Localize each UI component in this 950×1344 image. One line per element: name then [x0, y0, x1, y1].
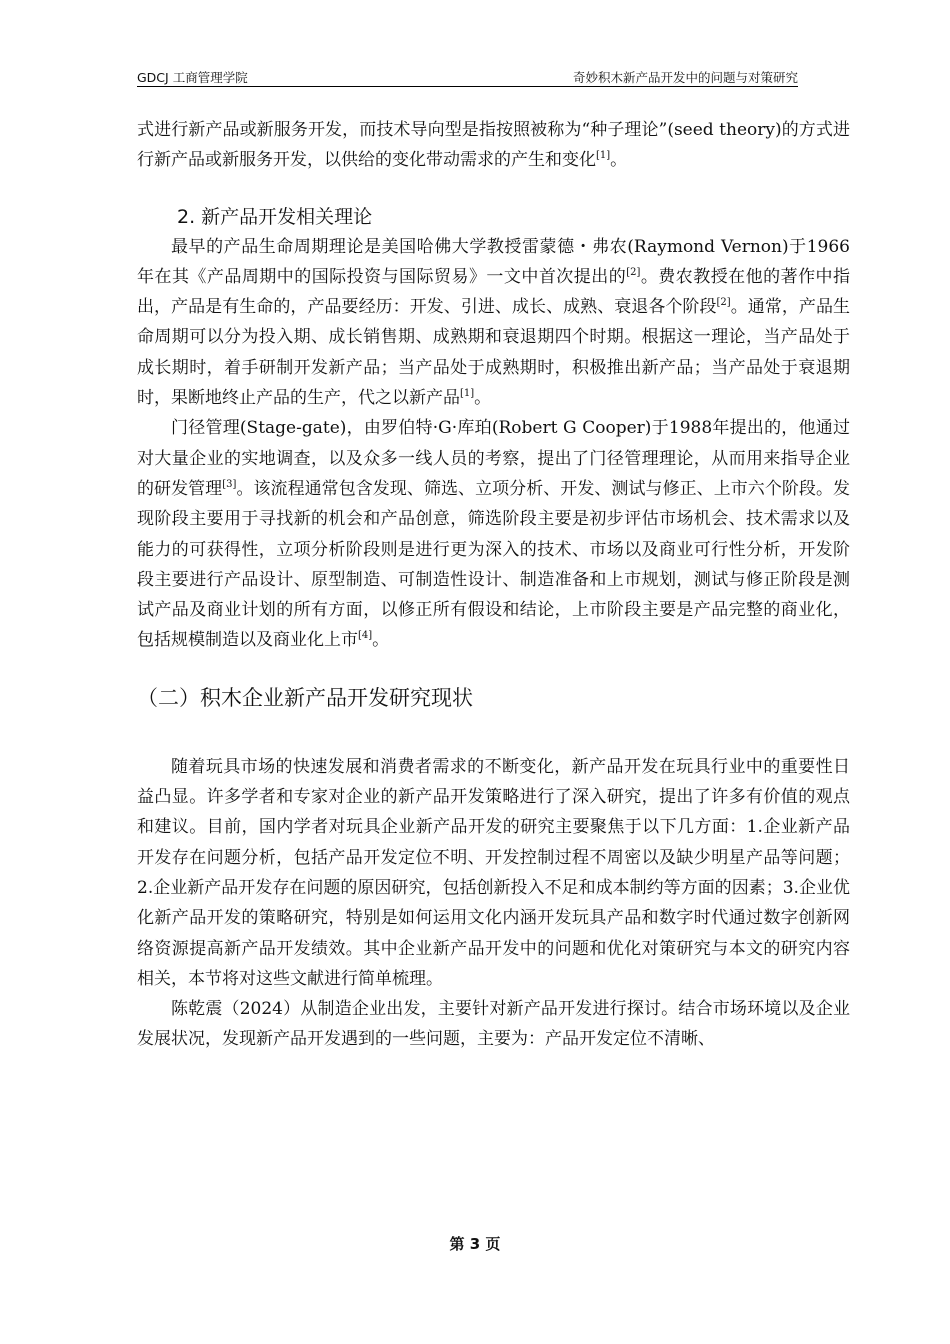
paragraph-research-overview: 随着玩具市场的快速发展和消费者需求的不断变化，新产品开发在玩具行业中的重要性日益凸显。许多学者和专家对企业的新产品开发策略进行了深入研究，提出了许多有价值的观点和建议。目前，国内学者对玩具企业新产品开发的研究主要聚焦于以下几方面：1.企业新产品开发存在问题分析，包括产品开发定位不明、开发控制过程不周密以及缺少明星产品等问题；2.企业新产品开发存在问题的原因研究，包括创新投入不足和成本制约等方面的因素；3.企业优化新产品开发的策略研究，特别是如何运用文化内涵开发玩具产品和数字时代通过数字创新网络资源提高新产品开发绩效。其中企业新产品开发中的问题和优化对策研究与本文的研究内容相关，本节将对这些文献进行简单梳理。 — [137, 756, 850, 989]
paragraph-chen-2024: 陈乾震（2024）从制造企业出发，主要针对新产品开发进行探讨。结合市场环境以及企业发展状况，发现新产品开发遇到的一些问题，主要为：产品开发定位不清晰、 — [137, 999, 850, 1050]
section-heading-theory: 2. 新产品开发相关理论 — [177, 205, 373, 228]
header-institution: GDCJ 工商管理学院 — [137, 70, 248, 85]
page-header — [137, 66, 798, 87]
paragraph-product-lifecycle: 最早的产品生命周期理论是美国哈佛大学教授雷蒙德・弗农(Raymond Vernon)于1966年在其《产品周期中的国际投资与国际贸易》一文中首次提出的[2]。费农教授在他的著作中指出，产品是有生命的，产品要经历：开发、引进、成长、成熟、衰退各个阶段[2]。通常，产品生命周期可以分为投入期、成长销售期、成熟期和衰退期四个时期。根据这一理论，当产品处于成长期时，着手研制开发新产品；当产品处于成熟期时，积极推出新产品；当产品处于衰退期时，果断地终止产品的生产，代之以新产品[1]。 — [137, 236, 851, 409]
citation-ref: [4] — [358, 630, 373, 642]
citation-ref: [3] — [222, 478, 237, 490]
document-body — [137, 115, 850, 1055]
header-thesis-title: 奇妙积木新产品开发中的问题与对策研究 — [572, 70, 798, 85]
paragraph-continuation: 式进行新产品或新服务开发，而技术导向型是指按照被称为“种子理论”(seed theory)的方式进行新产品或新服务开发，以供给的变化带动需求的产生和变化[1]。 — [137, 120, 850, 171]
section-heading-research-status: （二）积木企业新产品开发研究现状 — [137, 685, 473, 710]
citation-ref: [2] — [626, 266, 641, 278]
paragraph-stage-gate: 门径管理(Stage-gate)，由罗伯特·G·库珀(Robert G Cooper)于1988年提出的，他通过对大量企业的实地调查，以及众多一线人员的考察，提出了门径管理理论，从而用来指导企业的研发管理[3]。该流程通常包含发现、筛选、立项分析、开发、测试与修正、上市六个阶段。发现阶段主要用于寻找新的机会和产品创意，筛选阶段主要是初步评估市场机会、技术需求以及能力的可获得性，立项分析阶段则是进行更为深入的技术、市场以及商业可行性分析，开发阶段主要进行产品设计、原型制造、可制造性设计、制造准备和上市规划，测试与修正阶段是测试产品及商业计划的所有方面，以修正所有假设和结论，上市阶段主要是产品完整的商业化，包括规模制造以及商业化上市[4]。 — [137, 418, 851, 651]
page-number: 第 3 页 — [449, 1235, 501, 1253]
citation-ref: [1] — [596, 150, 611, 162]
citation-ref: [2] — [716, 297, 731, 309]
citation-ref: [1] — [460, 388, 475, 400]
